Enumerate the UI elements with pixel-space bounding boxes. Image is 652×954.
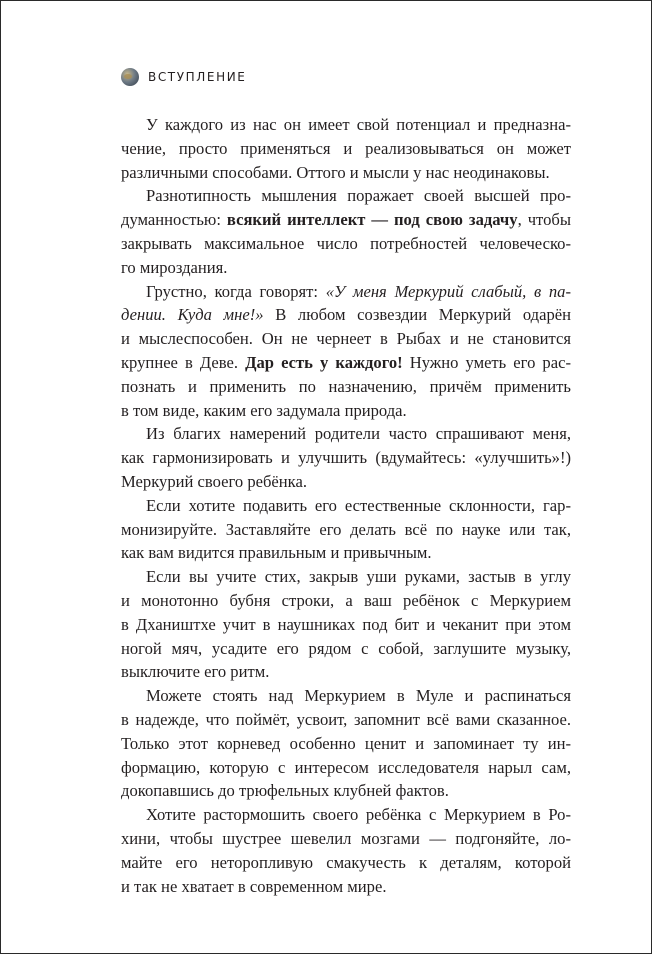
section-title: ВСТУПЛЕНИЕ [148, 70, 247, 84]
body-text [121, 113, 571, 898]
italic-text: дении. Куда мне!» [121, 305, 264, 325]
text-line [121, 161, 571, 185]
text-line [121, 732, 571, 756]
text-line [121, 375, 571, 399]
text-line [121, 827, 571, 851]
text-segment: Если вы учите стих, закрыв уши руками, застыв в углу [146, 567, 571, 587]
text-segment: различными способами. Оттого и мысли у нас неодинаковы. [121, 162, 550, 182]
running-header [121, 67, 246, 87]
text-line [121, 803, 571, 827]
text-segment: го мироздания. [121, 257, 228, 277]
text-line [121, 589, 571, 613]
text-segment: формацию, которую с интересом исследователя нарыл сам, [121, 757, 571, 777]
text-line [121, 565, 571, 589]
text-segment: докопавшись до трюфельных клубней фактов. [121, 781, 449, 801]
text-line [121, 756, 571, 780]
text-line [121, 303, 571, 327]
text-segment: Грустно, когда говорят: [146, 281, 326, 301]
text-line [121, 351, 571, 375]
text-line [121, 137, 571, 161]
text-segment: в том виде, каким его задумала природа. [121, 400, 407, 420]
bold-text: Дар есть у каждого! [245, 352, 403, 372]
text-segment: выключите его ритм. [121, 662, 270, 682]
text-segment: Только этот корневед особенно ценит и запоминает ту ин- [121, 733, 571, 753]
text-line [121, 113, 571, 137]
text-segment: майте его неторопливую смакучесть к деталям, которой [121, 852, 571, 872]
text-line [121, 613, 571, 637]
text-segment: Меркурий своего ребёнка. [121, 471, 307, 491]
text-line [121, 256, 571, 280]
text-segment: думанностью: [121, 210, 227, 230]
text-line [121, 660, 571, 684]
text-segment: как гармонизировать и улучшить (вдумайтесь: «улучшить»!) [121, 448, 571, 468]
text-segment: закрывать максимальное число потребностей человеческо- [121, 233, 571, 253]
text-segment: В любом созвездии Меркурий одарён [263, 305, 571, 325]
text-segment: крупнее в Деве. [121, 352, 246, 372]
text-segment: , чтобы [517, 210, 571, 230]
text-segment: монизируйте. Заставляйте его делать всё по науке или так, [121, 519, 571, 539]
italic-text: «У меня Меркурий слабый, в па- [325, 281, 571, 301]
text-segment: Если хотите подавить его естественные склонности, гар- [146, 495, 571, 515]
text-line [121, 422, 571, 446]
text-line [121, 518, 571, 542]
text-segment: ногой мяч, усадите его рядом с собой, заглушите музыку, [121, 638, 571, 658]
text-segment: Нужно уметь его рас- [402, 352, 571, 372]
text-segment: чение, просто применяться и реализовываться он может [121, 138, 571, 158]
text-segment: Разнотипность мышления поражает своей высшей про- [146, 186, 571, 206]
text-segment: и так не хватает в современном мире. [121, 876, 387, 896]
text-line [121, 494, 571, 518]
text-line [121, 708, 571, 732]
globe-icon [121, 68, 139, 86]
text-line [121, 875, 571, 899]
text-line [121, 851, 571, 875]
text-line [121, 184, 571, 208]
text-line [121, 232, 571, 256]
text-line [121, 446, 571, 470]
text-segment: Хотите растормошить своего ребёнка с Меркурием в Ро- [146, 805, 571, 825]
text-line [121, 684, 571, 708]
text-segment: в Дхаништхе учит в наушниках под бит и чеканит при этом [121, 614, 571, 634]
text-segment: познать и применить по назначению, причём применить [121, 376, 571, 396]
text-line [121, 470, 571, 494]
text-line [121, 280, 571, 304]
text-segment: Из благих намерений родители часто спрашивают меня, [146, 424, 571, 444]
text-line [121, 541, 571, 565]
text-segment: и монотонно бубня строки, а ваш ребёнок с Меркурием [121, 590, 571, 610]
text-line [121, 637, 571, 661]
text-segment: хини, чтобы шустрее шевелил мозгами — подгоняйте, ло- [121, 828, 571, 848]
text-line [121, 327, 571, 351]
text-segment: Можете стоять над Меркурием в Муле и распинаться [146, 686, 571, 706]
text-line [121, 208, 571, 232]
text-segment: и мыслеспособен. Он не чернеет в Рыбах и не становится [121, 329, 571, 349]
text-segment: как вам видится правильным и привычным. [121, 543, 432, 563]
text-segment: в надежде, что поймёт, усвоит, запомнит всё вами сказанное. [121, 709, 571, 729]
text-segment: У каждого из нас он имеет свой потенциал и предназна- [146, 115, 571, 134]
text-line [121, 779, 571, 803]
bold-text: всякий интеллект — под свою задачу [226, 210, 518, 230]
text-line [121, 399, 571, 423]
